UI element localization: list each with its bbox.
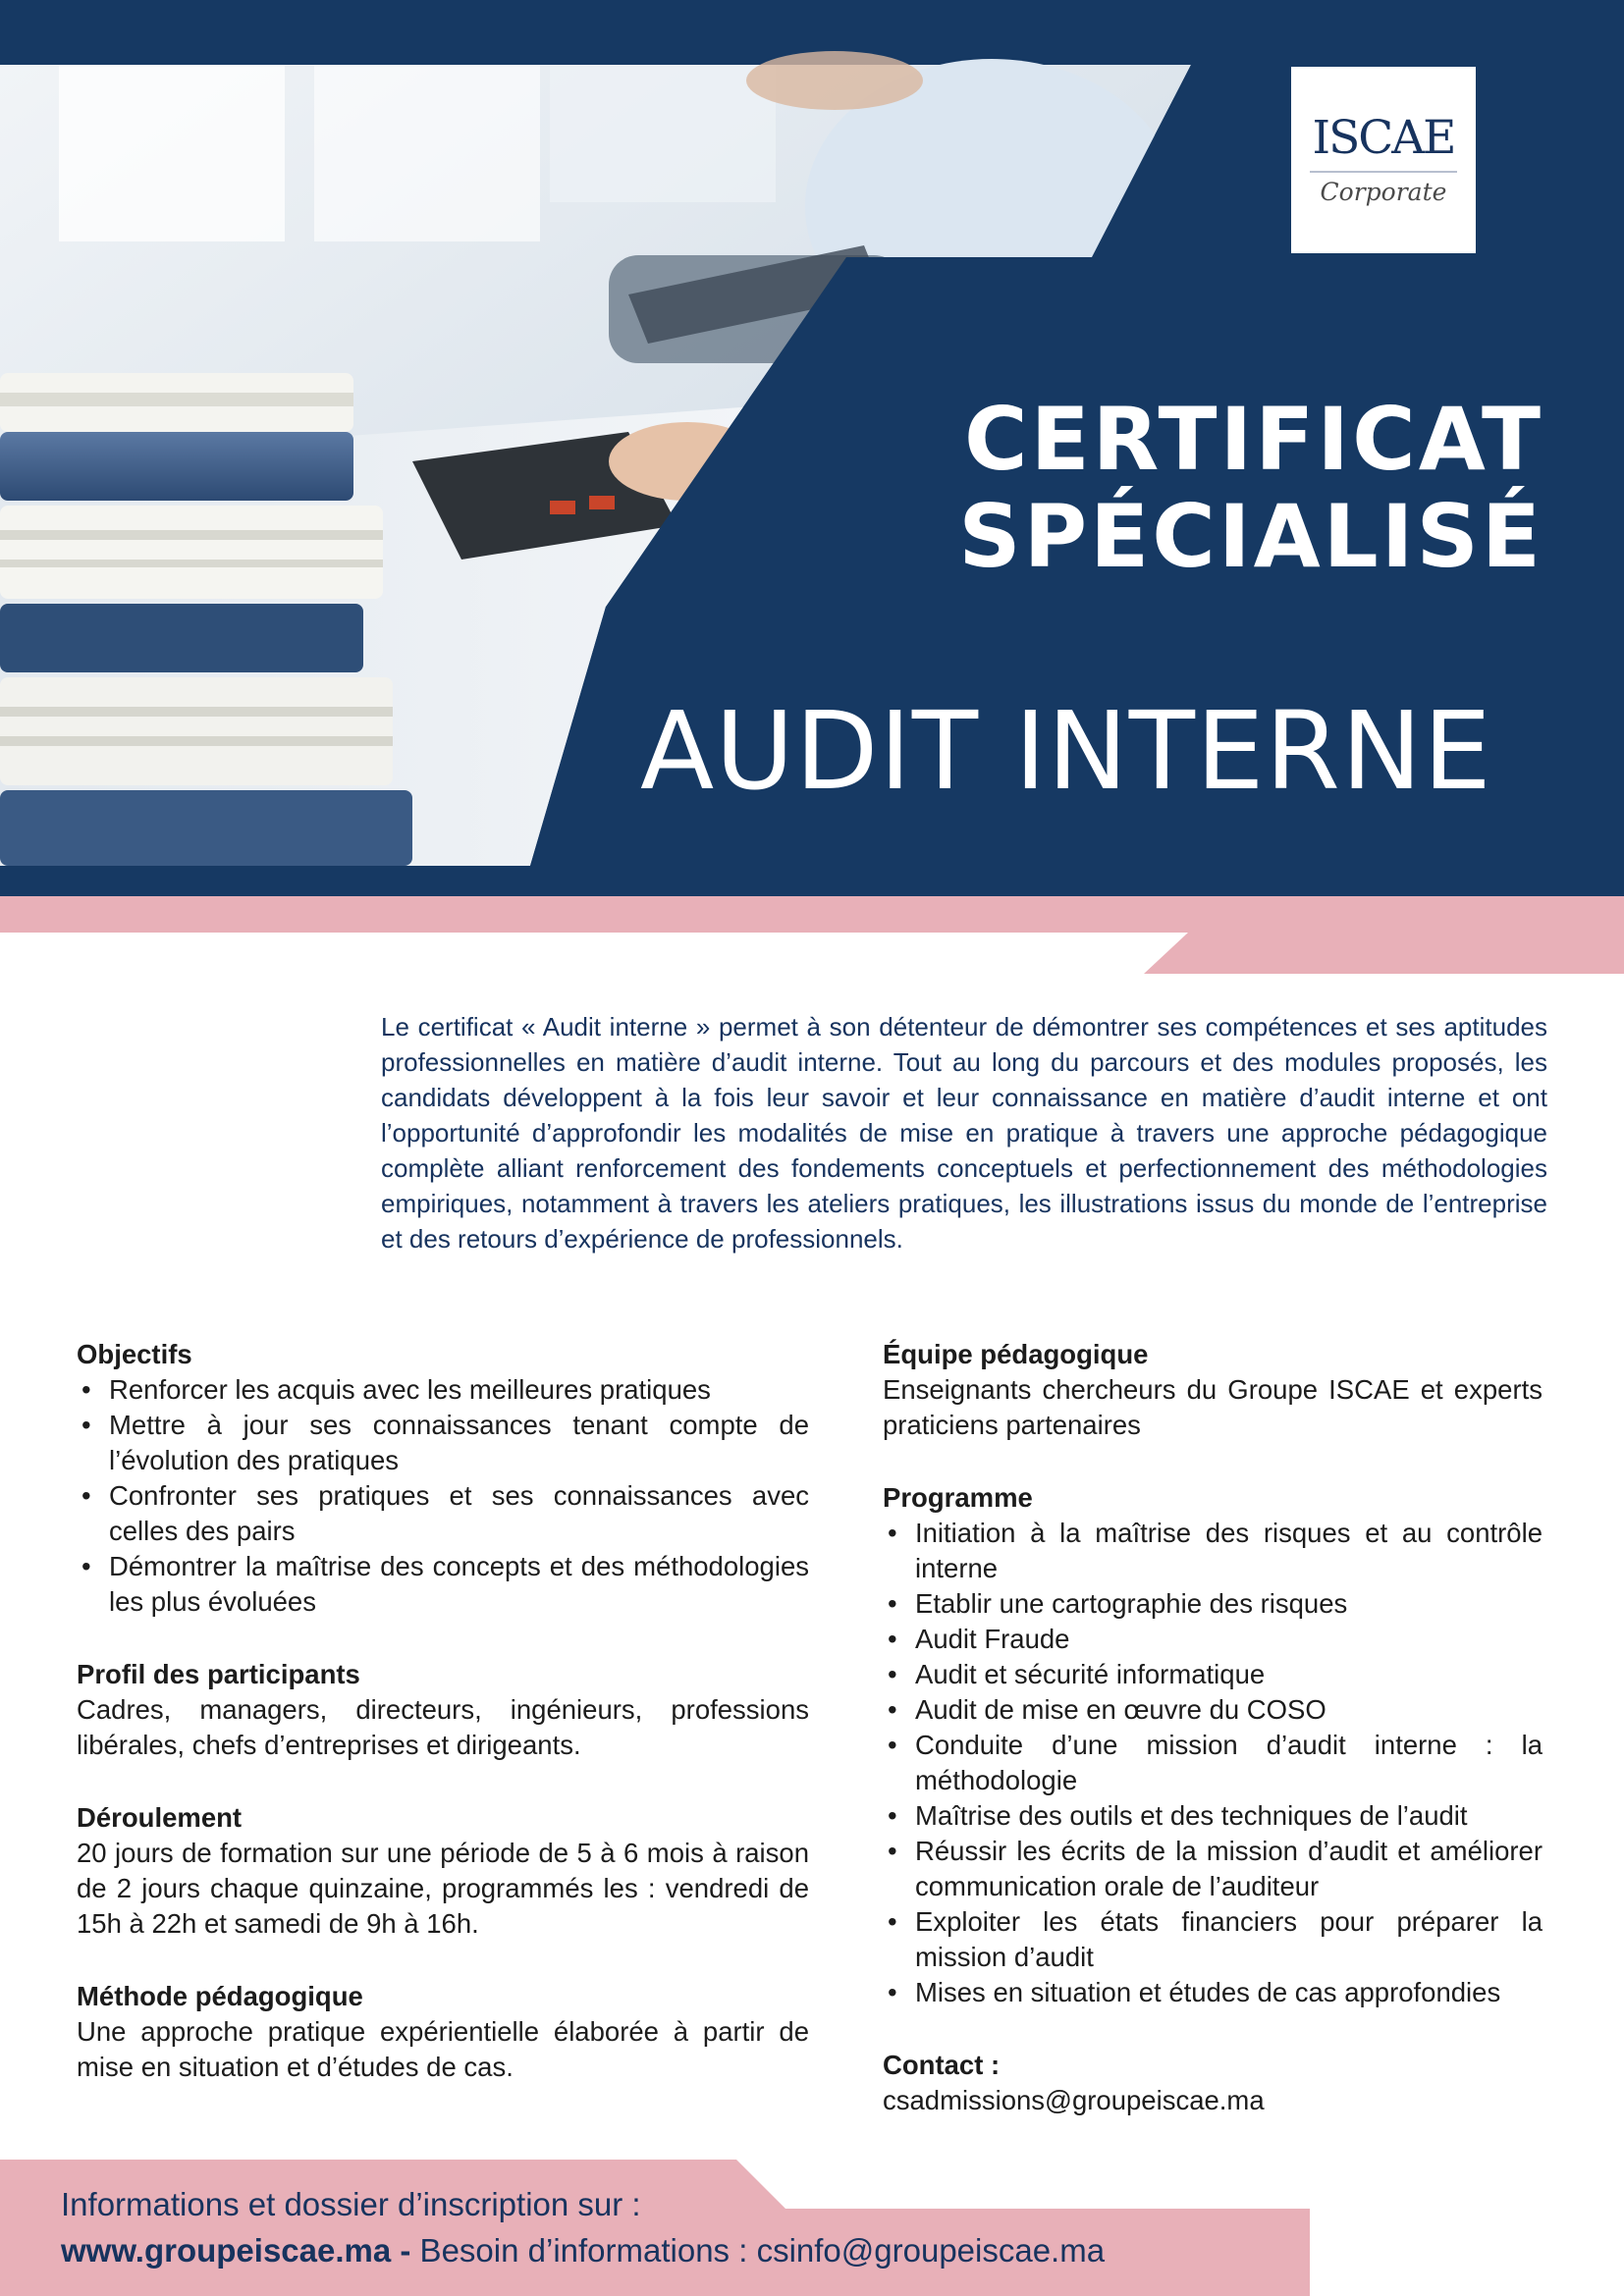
methode-title: Méthode pédagogique bbox=[77, 1981, 363, 2011]
list-item: • Confronter ses pratiques et ses connaissances avec celles des pairs bbox=[77, 1478, 809, 1549]
right-column bbox=[883, 1337, 1543, 2156]
section-programme bbox=[883, 1480, 1543, 2010]
list-item: • Mises en situation et études de cas approfondies bbox=[883, 1975, 1543, 2010]
list-item: • Maîtrise des outils et des techniques de l’audit bbox=[883, 1798, 1543, 1834]
deroulement-title: Déroulement bbox=[77, 1802, 243, 1833]
list-item: • Audit Fraude bbox=[883, 1622, 1543, 1657]
programme-list bbox=[883, 1516, 1543, 2010]
objectifs-title: Objectifs bbox=[77, 1339, 192, 1369]
left-column bbox=[77, 1337, 809, 2122]
intro-paragraph: Le certificat « Audit interne » permet à son détenteur de démontrer ses compétences et ses aptitudes professionnelles en matière d’audit interne. Tout au long du parcours et des modules proposés, les candidats développent à la fois leur savoir et leur connaissance en matière d’audit interne et ont l’opportunité d’approfondir les modalités de mise en pratique à travers une approche pédagogique complète alliant renforcement des fondements conceptuels et perfectionnement des méthodologies empiriques, notamment à travers les ateliers pratiques, les illustrations issus du monde de l’entreprise et des retours d’expérience de professionnels. bbox=[381, 1012, 1547, 1254]
section-deroulement bbox=[77, 1800, 809, 1942]
list-item: • Démontrer la maîtrise des concepts et des méthodologies les plus évoluées bbox=[77, 1549, 809, 1620]
website-link[interactable]: www.groupeiscae.ma - bbox=[61, 2232, 411, 2269]
list-item: • Initiation à la maîtrise des risques et au contrôle interne bbox=[883, 1516, 1543, 1586]
section-methode bbox=[77, 1979, 809, 2085]
profil-text: Cadres, managers, directeurs, ingénieurs, professions libérales, chefs d’entreprises et dirigeants. bbox=[77, 1694, 809, 1760]
contact-title: Contact : bbox=[883, 2050, 1001, 2080]
title-specialise: SPÉCIALISÉ bbox=[958, 486, 1543, 587]
logo-brand: ISCAE bbox=[1312, 111, 1455, 165]
section-profil bbox=[77, 1657, 809, 1763]
list-item: • Audit et sécurité informatique bbox=[883, 1657, 1543, 1692]
equipe-text: Enseignants chercheurs du Groupe ISCAE et experts praticiens partenaires bbox=[883, 1374, 1543, 1440]
iscae-logo bbox=[1291, 67, 1476, 253]
objectifs-list bbox=[77, 1372, 809, 1620]
equipe-title: Équipe pédagogique bbox=[883, 1339, 1149, 1369]
section-contact bbox=[883, 2048, 1543, 2118]
footer-line2 bbox=[61, 2227, 1105, 2273]
methode-text: Une approche pratique expérientielle élaborée à partir de mise en situation et d’études de cas. bbox=[77, 2016, 809, 2082]
programme-title: Programme bbox=[883, 1482, 1033, 1513]
contact-email[interactable]: csadmissions@groupeiscae.ma bbox=[883, 2085, 1265, 2115]
logo-sub: Corporate bbox=[1320, 178, 1447, 206]
list-item: • Renforcer les acquis avec les meilleures pratiques bbox=[77, 1372, 809, 1408]
list-item: • Conduite d’une mission d’audit interne : la méthodologie bbox=[883, 1728, 1543, 1798]
footer-line1: Informations et dossier d’inscription sur : bbox=[61, 2186, 641, 2222]
deroulement-text: 20 jours de formation sur une période de 5 à 6 mois à raison de 2 jours chaque quinzaine, programmés les : vendredi de 15h à 22h et samedi de 9h à 16h. bbox=[77, 1838, 809, 1939]
logo-divider bbox=[1310, 171, 1457, 173]
pink-band bbox=[0, 888, 1624, 974]
list-item: • Réussir les écrits de la mission d’audit et améliorer communication orale de l’auditeur bbox=[883, 1834, 1543, 1904]
section-equipe bbox=[883, 1337, 1543, 1443]
section-objectifs bbox=[77, 1337, 809, 1620]
list-item: • Exploiter les états financiers pour préparer la mission d’audit bbox=[883, 1904, 1543, 1975]
title-certificat: CERTIFICAT bbox=[963, 389, 1543, 490]
profil-title: Profil des participants bbox=[77, 1659, 360, 1689]
footer-info bbox=[61, 2181, 1105, 2273]
list-item: • Mettre à jour ses connaissances tenant compte de l’évolution des pratiques bbox=[77, 1408, 809, 1478]
title-audit-interne: AUDIT INTERNE bbox=[640, 688, 1492, 814]
footer-line2-rest: Besoin d’informations : csinfo@groupeiscae.ma bbox=[410, 2232, 1106, 2269]
hero-banner bbox=[0, 0, 1624, 982]
list-item: • Audit de mise en œuvre du COSO bbox=[883, 1692, 1543, 1728]
list-item: • Etablir une cartographie des risques bbox=[883, 1586, 1543, 1622]
